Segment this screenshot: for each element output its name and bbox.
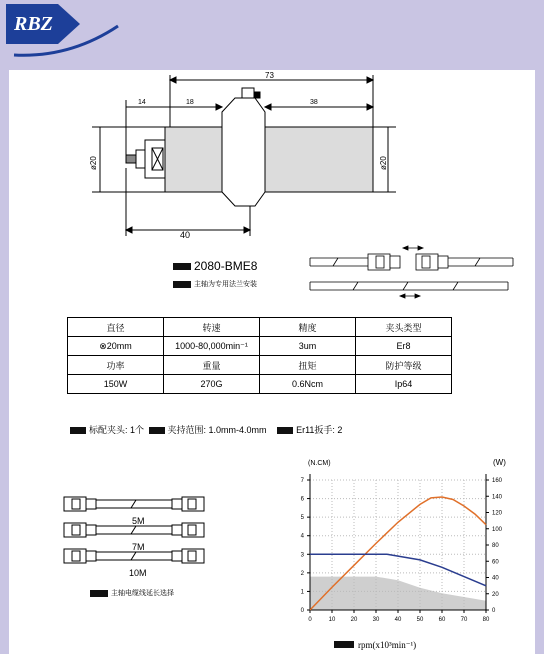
chart-y-right-tick-label: 140 (492, 494, 503, 501)
std-item-3: Er11扳手: 2 (296, 425, 343, 435)
chart-y-left-tick-label: 7 (300, 478, 304, 484)
chart-y-left-tick-label: 6 (300, 496, 304, 503)
cable-label-10m: 10M (129, 568, 147, 578)
chart-y-left-tick-label: 3 (300, 552, 304, 559)
table-cell: Er8 (356, 337, 452, 356)
chart-right-axis-label: (W) (493, 458, 506, 467)
chart-x-tick-label: 30 (372, 617, 380, 623)
cable-note: 主轴电缆线延长选择 (90, 588, 174, 598)
chart-left-axis-label: (N.CM) (308, 460, 331, 467)
chart-y-left-tick-label: 4 (300, 533, 304, 540)
table-cell: 150W (68, 375, 164, 394)
chart-y-right-tick-label: 60 (492, 559, 499, 566)
chart-y-right-tick-label: 0 (492, 608, 496, 614)
cable-label-7m: 7M (132, 542, 145, 552)
table-cell: 直径 (68, 318, 164, 337)
cable-connector-drawing (308, 244, 518, 300)
model-name: 2080-BME8 (173, 259, 257, 273)
cable-length-drawing (62, 495, 212, 579)
table-cell: 防护等级 (356, 356, 452, 375)
logo-text: RBZ (14, 13, 53, 35)
table-cell: 270G (164, 375, 260, 394)
chart-x-tick-label: 10 (328, 617, 336, 623)
table-cell: 3um (260, 337, 356, 356)
header-band (0, 0, 544, 64)
chart-x-tick-label: 80 (482, 617, 490, 623)
table-cell: 转速 (164, 318, 260, 337)
chart-x-tick-label: 40 (394, 617, 402, 623)
spindle-drawing (60, 70, 400, 240)
table-row (68, 337, 452, 356)
chart-y-left-tick-label: 1 (300, 589, 304, 596)
dim-14: 14 (138, 99, 146, 106)
table-cell: 扭矩 (260, 356, 356, 375)
company-logo (0, 0, 150, 64)
dim-18: 18 (186, 99, 194, 106)
chart-x-tick-label: 0 (308, 617, 312, 623)
table-row (68, 318, 452, 337)
dim-dia-left: ø20 (89, 156, 98, 170)
chart-y-right-tick-label: 100 (492, 526, 503, 533)
std-item-1: 标配夹头: 1个 (89, 425, 145, 435)
dim-38: 38 (310, 99, 318, 106)
chart-area-series (310, 577, 486, 610)
chart-y-left-tick-label: 5 (300, 515, 304, 522)
table-cell: Ip64 (356, 375, 452, 394)
chart-xlabel: rpm(x10³min⁻¹) (358, 640, 417, 650)
std-item-2: 夹持范围: 1.0mm-4.0mm (167, 425, 267, 435)
table-cell: 精度 (260, 318, 356, 337)
model-note: 主轴为专用法兰安装 (173, 279, 257, 289)
chart-x-tick-label: 20 (350, 617, 358, 623)
dim-dia-right: ø20 (379, 156, 388, 170)
chart-x-tick-label: 70 (460, 617, 468, 623)
table-cell: 夹头类型 (356, 318, 452, 337)
cable-label-5m: 5M (132, 516, 145, 526)
chart-y-right-tick-label: 40 (492, 575, 499, 582)
dim-40: 40 (180, 230, 191, 240)
table-cell: 重量 (164, 356, 260, 375)
performance-chart (288, 455, 528, 655)
table-cell: 0.6Ncm (260, 375, 356, 394)
table-cell: 功率 (68, 356, 164, 375)
chart-y-right-tick-label: 120 (492, 510, 503, 517)
chart-y-left-tick-label: 0 (300, 608, 304, 614)
chart-y-right-tick-label: 160 (492, 478, 503, 484)
chart-y-right-tick-label: 20 (492, 591, 499, 598)
table-row (68, 356, 452, 375)
table-cell: 1000-80,000min⁻¹ (164, 337, 260, 356)
chart-y-left-tick-label: 2 (300, 570, 304, 577)
chart-x-tick-label: 60 (438, 617, 446, 623)
dim-total: 73 (265, 71, 274, 80)
standard-accessories (70, 423, 342, 436)
chart-x-tick-label: 50 (416, 617, 424, 623)
table-cell: ⊗20mm (68, 337, 164, 356)
spec-table (67, 317, 452, 394)
chart-y-right-tick-label: 80 (492, 543, 499, 549)
table-row (68, 375, 452, 394)
